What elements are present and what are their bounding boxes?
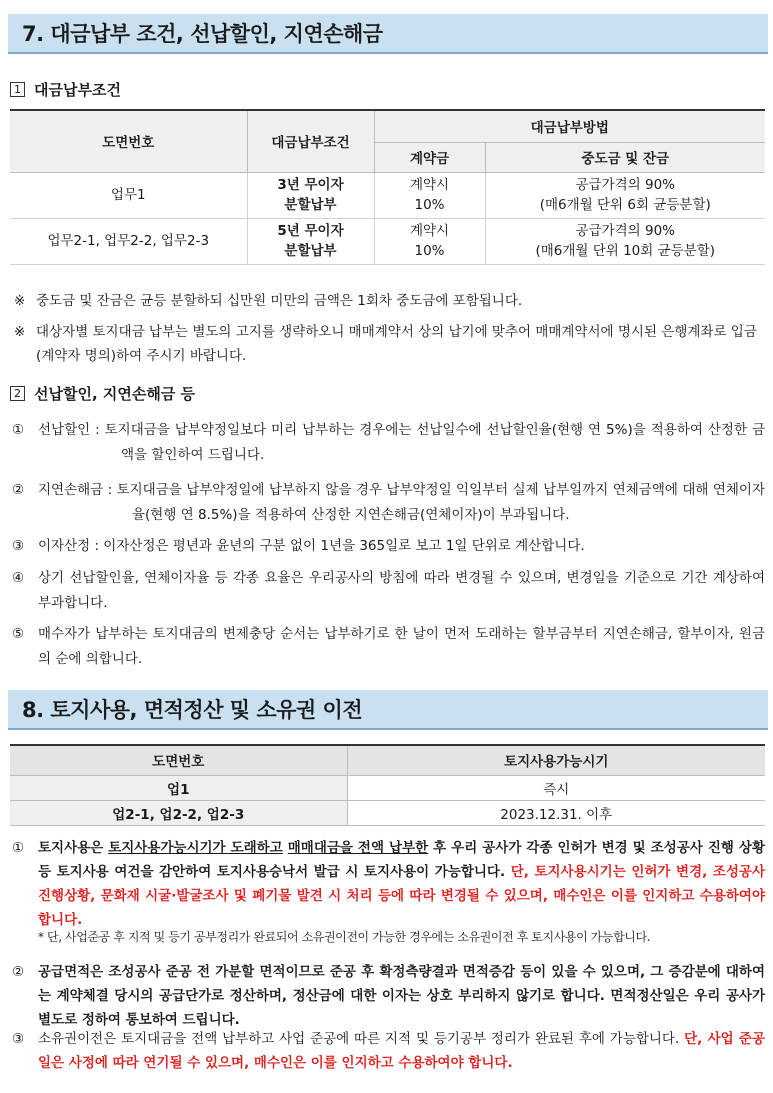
note-bank-account: ※ 대상자별 토지대금 납부는 별도의 고지를 생략하오니 매매계약서 상의 납기에 맞추어 매매계약서에 명시된 은행계좌로 입금(계약자 명의)하여 주시기 바랍니다. (14, 324, 757, 364)
th-payment-condition: 대금납부조건 (247, 110, 374, 172)
subsection-1-title: 대금납부조건 (34, 81, 121, 99)
subsection-1-heading (10, 79, 121, 100)
th-drawing-number: 도면번호 (10, 745, 347, 775)
cell-drawing: 업무1 (10, 172, 247, 218)
list-item-late-charge: ② 지연손해금 : 토지대금을 납부약정일에 납부하지 않을 경우 납부약정일 익일부터 실제 납부일까지 연체금액에 대해 연체이자율(현행 연 8.5%)을 적용하여 산정한 지연손해금(연체이자)이 부과됩니다. (12, 482, 765, 523)
list-item-area-settlement: ② 공급면적은 조성공사 준공 전 가분할 면적이므로 준공 후 확정측량결과 면적증감 등이 있을 수 있으며, 그 증감분에 대하여는 계약체결 당시의 공급단가로 정산하며, 정산금에 대한 이자는 상호 부리하지 않기로 합니다. 면적정산일은 우리 공사가 별도로 정하여 통보하여 드립니다. (12, 964, 765, 1028)
cell-condition: 3년 무이자 분할납부 (247, 172, 374, 218)
section-8-title: 8. 토지사용, 면적정산 및 소유권 이전 (8, 690, 768, 730)
land-use-table (10, 744, 765, 826)
subsection-2-number: 2 (10, 386, 25, 401)
table-row (10, 218, 765, 264)
subsection-1-number: 1 (10, 82, 25, 97)
subsection-2-title: 선납할인, 지연손해금 등 (34, 385, 196, 403)
th-payment-method: 대금납부방법 (374, 110, 765, 142)
list-item-interest-calc: ③ 이자산정 : 이자산정은 평년과 윤년의 구분 없이 1년을 365일로 보고 1일 단위로 계산합니다. (12, 538, 585, 554)
list-item-repayment-order: ⑤ 매수자가 납부하는 토지대금의 변제충당 순서는 납부하기로 한 날이 먼저 도래하는 할부금부터 지연손해금, 할부이자, 원금의 순에 의합니다. (12, 626, 765, 667)
cell-available: 2023.12.31. 이후 (347, 800, 765, 825)
subsection-2-heading (10, 383, 195, 404)
note-installment: ※ 중도금 및 잔금은 균등 분할하되 십만원 미만의 금액은 1회차 중도금에 포함됩니다. (14, 293, 523, 309)
list-item-prepay-discount: ① 선납할인 : 토지대금을 납부약정일보다 미리 납부하는 경우에는 선납일수에 선납할인율(현행 연 5%)을 적용하여 산정한 금액을 할인하여 드립니다. (12, 422, 765, 463)
payment-terms-table (10, 109, 765, 265)
land-use-footnote: * 단, 사업준공 후 지적 및 등기 공부정리가 완료되어 소유권이전이 가능한 경우에는 소유권이전 후 토지사용이 가능합니다. (38, 930, 651, 944)
cell-balance: 공급가격의 90% (매6개월 단위 10회 균등분할) (485, 218, 765, 264)
section-7-title: 7. 대금납부 조건, 선납할인, 지연손해금 (8, 14, 768, 54)
th-deposit: 계약금 (374, 142, 485, 172)
table-row (10, 800, 765, 825)
th-drawing-number: 도면번호 (10, 110, 247, 172)
th-available-date: 토지사용가능시기 (347, 745, 765, 775)
cell-drawing: 업2-1, 업2-2, 업2-3 (10, 800, 347, 825)
cell-condition: 5년 무이자 분할납부 (247, 218, 374, 264)
cell-deposit: 계약시 10% (374, 172, 485, 218)
list-item-rate-change: ④ 상기 선납할인율, 연체이자율 등 각종 요율은 우리공사의 방침에 따라 변경될 수 있으며, 변경일을 기준으로 기간 계상하여 부과합니다. (12, 570, 765, 611)
cell-balance: 공급가격의 90% (매6개월 단위 6회 균등분할) (485, 172, 765, 218)
cell-deposit: 계약시 10% (374, 218, 485, 264)
list-item-land-use: ① 토지사용은 토지사용가능시기가 도래하고 매매대금을 전액 납부한 후 우리 공사가 각종 인허가 변경 및 조성공사 진행 상황 등 토지사용 여건을 감안하여 토지사용승낙서 발급 시 토지사용이 가능합니다. 단, 토지사용시기는 인허가 변경, 조성공사 진행상황, 문화재 시굴·발굴조사 및 폐기물 발견 시 처리 등에 따라 변경될 수 있으며, 매수인은 이를 인지하고 수용하여야 합니다. (12, 840, 765, 928)
cell-drawing: 업무2-1, 업무2-2, 업무2-3 (10, 218, 247, 264)
cell-drawing: 업1 (10, 775, 347, 800)
th-balance: 중도금 및 잔금 (485, 142, 765, 172)
cell-available: 즉시 (347, 775, 765, 800)
table-row (10, 775, 765, 800)
table-row (10, 172, 765, 218)
list-item-ownership-transfer: ③ 소유권이전은 토지대금을 전액 납부하고 사업 준공에 따른 지적 및 등기공부 정리가 완료된 후에 가능합니다. 단, 사업 준공일은 사정에 따라 연기될 수 있으며, 매수인은 이를 인지하고 수용하여야 합니다. (12, 1031, 766, 1071)
